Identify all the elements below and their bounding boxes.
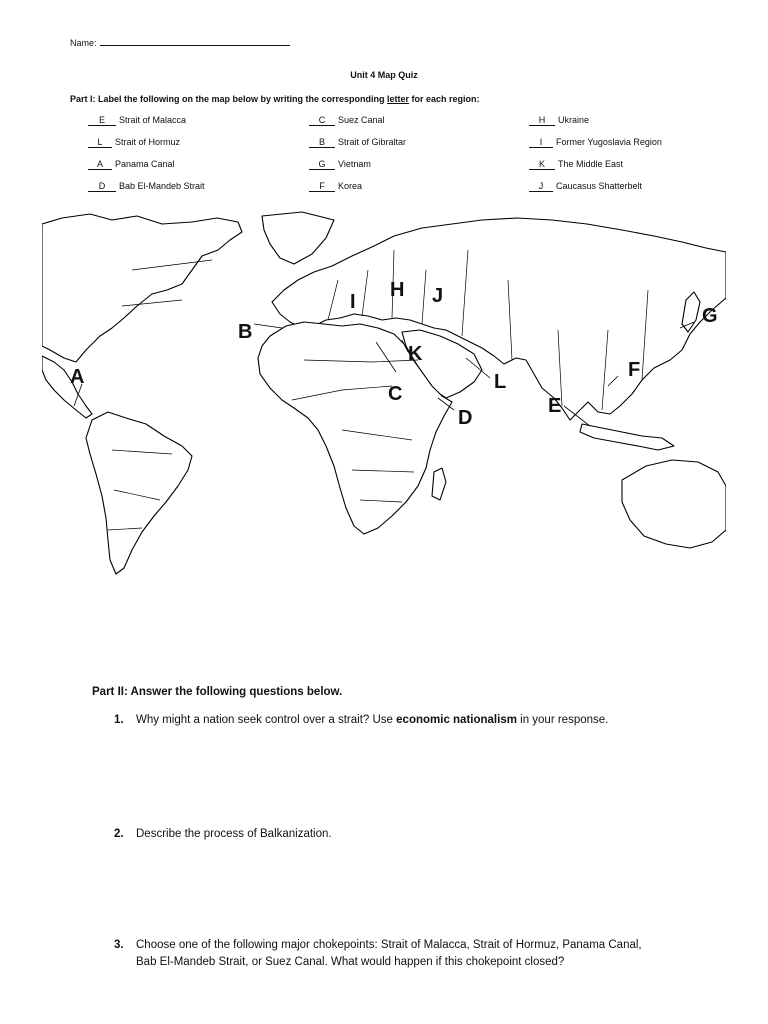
map-label-k: K xyxy=(408,343,423,365)
answer-item xyxy=(309,115,385,126)
greenland-outline xyxy=(262,212,334,264)
answer-item xyxy=(88,137,180,148)
madagascar-outline xyxy=(432,468,446,500)
answer-blank[interactable]: J xyxy=(529,182,553,192)
item-label: Suez Canal xyxy=(338,115,385,125)
question-text: Choose one of the following major chokepoints: Strait of Malacca, Strait of Hormuz, Panama Canal, Bab El-Mandeb Strait, or Suez Canal. What would happen if this chokepoint closed? xyxy=(136,939,642,968)
question-bold-term: economic nationalism xyxy=(396,714,517,726)
north-america-outline xyxy=(42,214,242,362)
answer-blank[interactable]: A xyxy=(88,160,112,170)
central-america-outline xyxy=(42,356,92,418)
answer-blank[interactable]: I xyxy=(529,138,553,148)
answer-blank[interactable]: D xyxy=(88,182,116,192)
answer-item xyxy=(529,181,642,192)
map-label-i: I xyxy=(350,291,356,313)
map-label-l: L xyxy=(494,371,507,393)
page-title: Unit 4 Map Quiz xyxy=(350,70,418,80)
answer-blank[interactable]: G xyxy=(309,160,335,170)
map-label-f: F xyxy=(628,359,641,381)
map-label-e: E xyxy=(548,395,562,417)
answer-blank[interactable]: L xyxy=(88,138,112,148)
question-number: 1. xyxy=(114,714,124,726)
south-america-outline xyxy=(86,412,192,574)
answer-blank[interactable]: K xyxy=(529,160,555,170)
question-text-end: in your response. xyxy=(516,714,609,726)
map-label-a: A xyxy=(70,366,85,388)
answer-item xyxy=(309,181,362,192)
question-number: 2. xyxy=(114,828,124,840)
answer-item xyxy=(529,137,662,148)
question-text-part: Why might a nation seek control over a strait? Use xyxy=(136,714,397,726)
name-field-row xyxy=(70,36,290,48)
item-label: Panama Canal xyxy=(115,159,175,169)
name-blank-line[interactable] xyxy=(100,36,290,46)
map-label-h: H xyxy=(390,279,405,301)
item-label: Strait of Hormuz xyxy=(115,137,181,147)
question-number: 3. xyxy=(114,939,124,951)
map-label-d: D xyxy=(458,407,473,429)
australia-outline xyxy=(622,460,726,548)
answer-blank[interactable]: H xyxy=(529,116,555,126)
answer-item xyxy=(88,181,205,192)
answer-item xyxy=(529,115,589,126)
item-label: Strait of Malacca xyxy=(119,115,187,125)
answer-blank[interactable]: B xyxy=(309,138,335,148)
name-label: Name: xyxy=(70,38,97,48)
map-label-c: C xyxy=(388,383,403,405)
indonesia-outline xyxy=(580,424,674,450)
answer-item xyxy=(309,137,406,148)
instruction-text: Part I: Label the following on the map below by writing the corresponding xyxy=(70,94,388,104)
world-map xyxy=(42,210,726,578)
map-label-g: G xyxy=(702,305,718,327)
item-label: Ukraine xyxy=(558,115,590,125)
question-text xyxy=(136,712,656,729)
question-3 xyxy=(114,937,674,977)
question-text: Describe the process of Balkanization. xyxy=(136,828,332,840)
answer-item xyxy=(88,159,175,170)
map-label-b: B xyxy=(238,321,253,343)
question-1 xyxy=(114,712,674,732)
answer-blank[interactable]: F xyxy=(309,182,335,192)
instruction-underlined: letter xyxy=(387,94,410,104)
item-label: Caucasus Shatterbelt xyxy=(556,181,643,191)
item-label: Former Yugoslavia Region xyxy=(556,137,662,147)
item-label: Vietnam xyxy=(338,159,371,169)
pointer-line-b xyxy=(254,324,282,328)
item-label: Bab El-Mandeb Strait xyxy=(119,181,205,191)
map-label-j: J xyxy=(432,285,444,307)
part1-instruction xyxy=(70,94,480,104)
answer-item xyxy=(88,115,186,126)
answer-item xyxy=(529,159,623,170)
answer-item xyxy=(309,159,371,170)
item-label: The Middle East xyxy=(558,159,624,169)
part2-heading: Part II: Answer the following questions below. xyxy=(92,686,343,698)
answer-blank[interactable]: C xyxy=(309,116,335,126)
instruction-text-end: for each region: xyxy=(409,94,480,104)
item-label: Strait of Gibraltar xyxy=(338,137,407,147)
answer-blank[interactable]: E xyxy=(88,116,116,126)
item-label: Korea xyxy=(338,181,363,191)
question-2 xyxy=(114,826,674,846)
